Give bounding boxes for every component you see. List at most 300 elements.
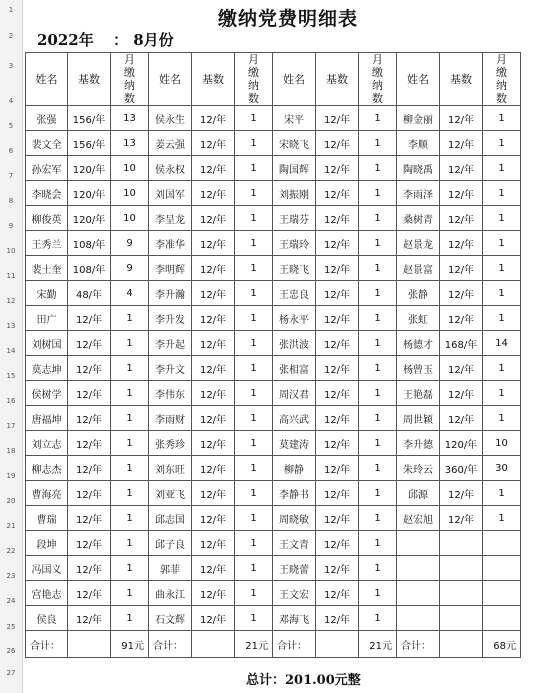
member-name: 赵景龙 — [397, 231, 440, 256]
member-name: 王晓飞 — [273, 256, 316, 281]
member-name: 姜云强 — [149, 131, 192, 156]
monthly-dues: 1 — [359, 206, 397, 231]
row-number: 26 — [6, 647, 16, 655]
member-name: 李雨泽 — [397, 181, 440, 206]
monthly-dues: 1 — [235, 456, 273, 481]
monthly-dues: 1 — [111, 531, 149, 556]
row-number: 16 — [6, 397, 16, 405]
base-amount: 168/年 — [440, 331, 483, 356]
monthly-dues: 1 — [359, 581, 397, 606]
table-row — [26, 206, 521, 231]
base-amount: 48/年 — [68, 281, 111, 306]
row-number: 24 — [6, 597, 16, 605]
table-row — [26, 281, 521, 306]
header-base: 基数 — [316, 53, 359, 106]
member-name: 张洪波 — [273, 331, 316, 356]
base-amount: 12/年 — [440, 131, 483, 156]
base-amount: 12/年 — [440, 506, 483, 531]
base-amount: 12/年 — [192, 556, 235, 581]
member-name: 邱志国 — [149, 506, 192, 531]
member-name: 杨永平 — [273, 306, 316, 331]
base-amount: 12/年 — [316, 581, 359, 606]
base-amount: 12/年 — [440, 306, 483, 331]
member-name: 曹海亮 — [26, 481, 68, 506]
table-row — [26, 306, 521, 331]
monthly-dues: 1 — [235, 206, 273, 231]
member-name: 李静书 — [273, 481, 316, 506]
member-name: 朱玲云 — [397, 456, 440, 481]
table-row — [26, 556, 521, 581]
base-amount: 12/年 — [316, 356, 359, 381]
table-row — [26, 531, 521, 556]
table-row — [26, 431, 521, 456]
monthly-dues: 1 — [359, 431, 397, 456]
base-amount: 12/年 — [192, 606, 235, 631]
table-row — [26, 106, 521, 131]
header-monthly: 月缴纳数 — [111, 53, 149, 106]
base-amount: 12/年 — [440, 281, 483, 306]
monthly-dues: 1 — [111, 431, 149, 456]
member-name: 刘亚飞 — [149, 481, 192, 506]
page-title: 缴纳党费明细表 — [217, 8, 358, 30]
member-name: 宋晓飞 — [273, 131, 316, 156]
base-amount: 12/年 — [440, 481, 483, 506]
subtotal-spacer — [440, 631, 483, 658]
base-amount: 12/年 — [192, 581, 235, 606]
member-name: 王文宏 — [273, 581, 316, 606]
row-number: 18 — [6, 447, 16, 455]
table-row — [26, 606, 521, 631]
monthly-dues: 1 — [235, 406, 273, 431]
monthly-dues: 1 — [483, 306, 521, 331]
dues-table — [25, 52, 521, 658]
member-name: 段坤 — [26, 531, 68, 556]
monthly-dues: 1 — [235, 281, 273, 306]
monthly-dues: 1 — [359, 406, 397, 431]
base-amount: 12/年 — [68, 556, 111, 581]
member-name: 莫建涛 — [273, 431, 316, 456]
row-number: 27 — [6, 669, 16, 677]
subtotal-amount: 21元 — [359, 631, 397, 658]
member-name: 陶晓禹 — [397, 156, 440, 181]
member-name: 侯永权 — [149, 156, 192, 181]
member-name: 李升瀚 — [149, 281, 192, 306]
date-line — [37, 29, 174, 50]
member-name: 刘国军 — [149, 181, 192, 206]
base-amount: 12/年 — [440, 406, 483, 431]
member-name: 王晓蕾 — [273, 556, 316, 581]
member-name: 裴士奎 — [26, 256, 68, 281]
base-amount: 156/年 — [68, 106, 111, 131]
date-separator: ： — [112, 31, 128, 49]
base-amount: 12/年 — [192, 481, 235, 506]
base-amount: 12/年 — [192, 106, 235, 131]
monthly-dues — [483, 606, 521, 631]
member-name: 孙宏军 — [26, 156, 68, 181]
member-name: 刘树国 — [26, 331, 68, 356]
subtotal-label: 合计： — [273, 631, 316, 658]
base-amount: 12/年 — [316, 531, 359, 556]
member-name: 张静 — [397, 281, 440, 306]
member-name: 邱源 — [397, 481, 440, 506]
member-name: 李顺 — [397, 131, 440, 156]
monthly-dues: 1 — [235, 481, 273, 506]
monthly-dues: 1 — [235, 131, 273, 156]
member-name: 王瑞芬 — [273, 206, 316, 231]
base-amount: 12/年 — [316, 406, 359, 431]
monthly-dues: 4 — [111, 281, 149, 306]
member-name — [397, 531, 440, 556]
header-name: 姓名 — [397, 53, 440, 106]
member-name: 李升发 — [149, 306, 192, 331]
member-name: 周汉君 — [273, 381, 316, 406]
monthly-dues: 1 — [235, 306, 273, 331]
base-amount — [440, 581, 483, 606]
monthly-dues: 1 — [235, 581, 273, 606]
base-amount: 12/年 — [316, 456, 359, 481]
base-amount: 12/年 — [316, 556, 359, 581]
base-amount: 12/年 — [316, 506, 359, 531]
base-amount: 12/年 — [316, 181, 359, 206]
table-row — [26, 231, 521, 256]
monthly-dues: 1 — [111, 331, 149, 356]
member-name: 王忠良 — [273, 281, 316, 306]
table-row — [26, 506, 521, 531]
table-row — [26, 406, 521, 431]
header-monthly: 月缴纳数 — [359, 53, 397, 106]
monthly-dues: 10 — [483, 431, 521, 456]
member-name: 王秀兰 — [26, 231, 68, 256]
monthly-dues: 10 — [111, 181, 149, 206]
row-number: 9 — [8, 222, 14, 230]
row-number: 1 — [8, 6, 14, 14]
base-amount: 12/年 — [192, 156, 235, 181]
row-number: 3 — [8, 62, 14, 70]
base-amount: 156/年 — [68, 131, 111, 156]
monthly-dues: 1 — [483, 106, 521, 131]
base-amount: 12/年 — [192, 231, 235, 256]
base-amount: 12/年 — [192, 406, 235, 431]
member-name — [397, 606, 440, 631]
member-name: 高兴武 — [273, 406, 316, 431]
monthly-dues: 13 — [111, 106, 149, 131]
monthly-dues: 10 — [111, 206, 149, 231]
row-number: 23 — [6, 572, 16, 580]
header-name: 姓名 — [26, 53, 68, 106]
base-amount: 12/年 — [68, 531, 111, 556]
row-number: 12 — [6, 297, 16, 305]
base-amount: 12/年 — [316, 481, 359, 506]
base-amount: 12/年 — [192, 381, 235, 406]
base-amount: 360/年 — [440, 456, 483, 481]
member-name — [397, 581, 440, 606]
monthly-dues: 1 — [359, 456, 397, 481]
member-name: 冯国义 — [26, 556, 68, 581]
member-name: 裴文全 — [26, 131, 68, 156]
monthly-dues: 1 — [235, 606, 273, 631]
base-amount: 12/年 — [68, 506, 111, 531]
base-amount: 12/年 — [68, 406, 111, 431]
base-amount: 12/年 — [68, 481, 111, 506]
monthly-dues — [483, 556, 521, 581]
base-amount: 108/年 — [68, 231, 111, 256]
member-name: 唐福坤 — [26, 406, 68, 431]
monthly-dues: 1 — [359, 306, 397, 331]
base-amount: 12/年 — [192, 181, 235, 206]
monthly-dues: 1 — [235, 331, 273, 356]
subtotal-amount: 91元 — [111, 631, 149, 658]
member-name: 杨曾玉 — [397, 356, 440, 381]
monthly-dues: 9 — [111, 231, 149, 256]
member-name: 曹瑞 — [26, 506, 68, 531]
base-amount: 12/年 — [440, 106, 483, 131]
monthly-dues: 1 — [235, 506, 273, 531]
base-amount: 12/年 — [316, 381, 359, 406]
row-number: 4 — [8, 97, 14, 105]
base-amount: 12/年 — [316, 206, 359, 231]
member-name: 田广 — [26, 306, 68, 331]
table-row — [26, 581, 521, 606]
member-name: 柳金丽 — [397, 106, 440, 131]
member-name: 李呈龙 — [149, 206, 192, 231]
row-number: 8 — [8, 197, 14, 205]
monthly-dues: 1 — [111, 406, 149, 431]
date-month: 8月份 — [133, 31, 174, 49]
monthly-dues: 1 — [111, 481, 149, 506]
member-name: 张强 — [26, 106, 68, 131]
base-amount: 12/年 — [440, 256, 483, 281]
base-amount: 12/年 — [440, 231, 483, 256]
monthly-dues: 14 — [483, 331, 521, 356]
base-amount — [440, 531, 483, 556]
monthly-dues: 1 — [483, 481, 521, 506]
base-amount: 12/年 — [192, 456, 235, 481]
base-amount: 12/年 — [68, 456, 111, 481]
member-name: 石文辉 — [149, 606, 192, 631]
base-amount: 12/年 — [316, 281, 359, 306]
member-name: 周晓敏 — [273, 506, 316, 531]
member-name: 刘东旺 — [149, 456, 192, 481]
base-amount: 12/年 — [440, 181, 483, 206]
header-name: 姓名 — [149, 53, 192, 106]
member-name: 侯良 — [26, 606, 68, 631]
monthly-dues: 1 — [483, 381, 521, 406]
monthly-dues: 1 — [359, 256, 397, 281]
monthly-dues: 1 — [359, 356, 397, 381]
monthly-dues: 1 — [483, 506, 521, 531]
member-name: 刘立志 — [26, 431, 68, 456]
row-number: 7 — [8, 172, 14, 180]
monthly-dues: 1 — [111, 306, 149, 331]
member-name: 柳志杰 — [26, 456, 68, 481]
row-number: 13 — [6, 322, 16, 330]
row-number: 22 — [6, 547, 16, 555]
row-number: 11 — [6, 272, 16, 280]
member-name: 李晓会 — [26, 181, 68, 206]
subtotal-spacer — [316, 631, 359, 658]
member-name: 杨德才 — [397, 331, 440, 356]
member-name: 宫艳志 — [26, 581, 68, 606]
table-row — [26, 356, 521, 381]
base-amount: 12/年 — [440, 156, 483, 181]
base-amount: 108/年 — [68, 256, 111, 281]
monthly-dues: 1 — [235, 356, 273, 381]
monthly-dues: 1 — [483, 231, 521, 256]
base-amount: 12/年 — [192, 531, 235, 556]
row-number: 5 — [8, 122, 14, 130]
monthly-dues: 1 — [235, 531, 273, 556]
monthly-dues: 1 — [111, 356, 149, 381]
row-number: 14 — [6, 347, 16, 355]
base-amount: 12/年 — [68, 306, 111, 331]
row-number: 10 — [6, 247, 16, 255]
monthly-dues: 1 — [235, 156, 273, 181]
table-row — [26, 131, 521, 156]
monthly-dues: 1 — [483, 131, 521, 156]
member-name: 宋平 — [273, 106, 316, 131]
monthly-dues: 1 — [483, 181, 521, 206]
monthly-dues — [483, 531, 521, 556]
base-amount: 12/年 — [316, 231, 359, 256]
monthly-dues — [483, 581, 521, 606]
monthly-dues: 1 — [359, 106, 397, 131]
monthly-dues: 1 — [235, 231, 273, 256]
monthly-dues: 9 — [111, 256, 149, 281]
subtotal-row — [26, 631, 521, 658]
member-name: 李升文 — [149, 356, 192, 381]
member-name: 王文青 — [273, 531, 316, 556]
monthly-dues: 1 — [483, 156, 521, 181]
monthly-dues: 1 — [235, 431, 273, 456]
base-amount: 12/年 — [192, 256, 235, 281]
member-name: 李伟东 — [149, 381, 192, 406]
row-number: 25 — [6, 623, 16, 631]
base-amount: 12/年 — [316, 131, 359, 156]
member-name: 赵宏旭 — [397, 506, 440, 531]
base-amount: 12/年 — [440, 356, 483, 381]
monthly-dues: 10 — [111, 156, 149, 181]
base-amount: 12/年 — [68, 606, 111, 631]
member-name: 侯永生 — [149, 106, 192, 131]
member-name: 张秀珍 — [149, 431, 192, 456]
monthly-dues: 1 — [359, 131, 397, 156]
base-amount: 120/年 — [440, 431, 483, 456]
header-base: 基数 — [192, 53, 235, 106]
header-base: 基数 — [68, 53, 111, 106]
row-number: 19 — [6, 472, 16, 480]
base-amount: 12/年 — [192, 206, 235, 231]
subtotal-label: 合计： — [26, 631, 68, 658]
monthly-dues: 1 — [359, 556, 397, 581]
base-amount: 12/年 — [192, 281, 235, 306]
monthly-dues: 1 — [235, 256, 273, 281]
monthly-dues: 13 — [111, 131, 149, 156]
base-amount: 12/年 — [192, 331, 235, 356]
monthly-dues: 1 — [359, 606, 397, 631]
member-name: 郭菲 — [149, 556, 192, 581]
monthly-dues: 1 — [111, 556, 149, 581]
member-name: 刘振刚 — [273, 181, 316, 206]
member-name: 李明辉 — [149, 256, 192, 281]
table-row — [26, 156, 521, 181]
monthly-dues: 1 — [483, 206, 521, 231]
subtotal-label: 合计： — [397, 631, 440, 658]
monthly-dues: 1 — [111, 456, 149, 481]
row-number: 2 — [8, 32, 14, 40]
member-name: 李雨财 — [149, 406, 192, 431]
base-amount: 12/年 — [440, 381, 483, 406]
base-amount: 12/年 — [68, 331, 111, 356]
monthly-dues: 1 — [483, 256, 521, 281]
header-name: 姓名 — [273, 53, 316, 106]
monthly-dues: 1 — [359, 481, 397, 506]
base-amount: 12/年 — [316, 306, 359, 331]
monthly-dues: 1 — [359, 506, 397, 531]
base-amount — [440, 556, 483, 581]
grand-total: 总计：201.00元整 — [246, 673, 361, 688]
base-amount: 12/年 — [68, 581, 111, 606]
base-amount — [440, 606, 483, 631]
subtotal-amount: 21元 — [235, 631, 273, 658]
row-number: 15 — [6, 372, 16, 380]
table-row — [26, 481, 521, 506]
member-name: 李升德 — [397, 431, 440, 456]
monthly-dues: 1 — [235, 181, 273, 206]
base-amount: 12/年 — [316, 331, 359, 356]
member-name: 曲永江 — [149, 581, 192, 606]
table-row — [26, 456, 521, 481]
member-name: 邓海飞 — [273, 606, 316, 631]
member-name: 莫志坤 — [26, 356, 68, 381]
base-amount: 12/年 — [192, 306, 235, 331]
monthly-dues: 1 — [111, 381, 149, 406]
base-amount: 12/年 — [316, 106, 359, 131]
monthly-dues: 1 — [359, 181, 397, 206]
row-number: 6 — [8, 147, 14, 155]
base-amount: 120/年 — [68, 206, 111, 231]
monthly-dues: 1 — [359, 331, 397, 356]
base-amount: 12/年 — [192, 431, 235, 456]
base-amount: 12/年 — [316, 256, 359, 281]
base-amount: 12/年 — [68, 431, 111, 456]
base-amount: 12/年 — [192, 506, 235, 531]
member-name: 赵景富 — [397, 256, 440, 281]
member-name: 李升起 — [149, 331, 192, 356]
row-number: 21 — [6, 522, 16, 530]
base-amount: 12/年 — [440, 206, 483, 231]
base-amount: 12/年 — [316, 431, 359, 456]
monthly-dues: 1 — [483, 406, 521, 431]
monthly-dues: 1 — [235, 106, 273, 131]
member-name: 王瑞玲 — [273, 231, 316, 256]
base-amount: 120/年 — [68, 156, 111, 181]
member-name: 柳静 — [273, 456, 316, 481]
member-name: 侯树学 — [26, 381, 68, 406]
monthly-dues: 1 — [483, 356, 521, 381]
base-amount: 12/年 — [316, 606, 359, 631]
monthly-dues: 1 — [235, 556, 273, 581]
row-number: 20 — [6, 497, 16, 505]
monthly-dues: 1 — [111, 581, 149, 606]
monthly-dues: 1 — [111, 506, 149, 531]
subtotal-amount: 68元 — [483, 631, 521, 658]
member-name: 张虹 — [397, 306, 440, 331]
date-year: 2022年 — [37, 31, 94, 49]
member-name: 周世颖 — [397, 406, 440, 431]
monthly-dues: 1 — [359, 231, 397, 256]
base-amount: 120/年 — [68, 181, 111, 206]
monthly-dues: 1 — [359, 531, 397, 556]
